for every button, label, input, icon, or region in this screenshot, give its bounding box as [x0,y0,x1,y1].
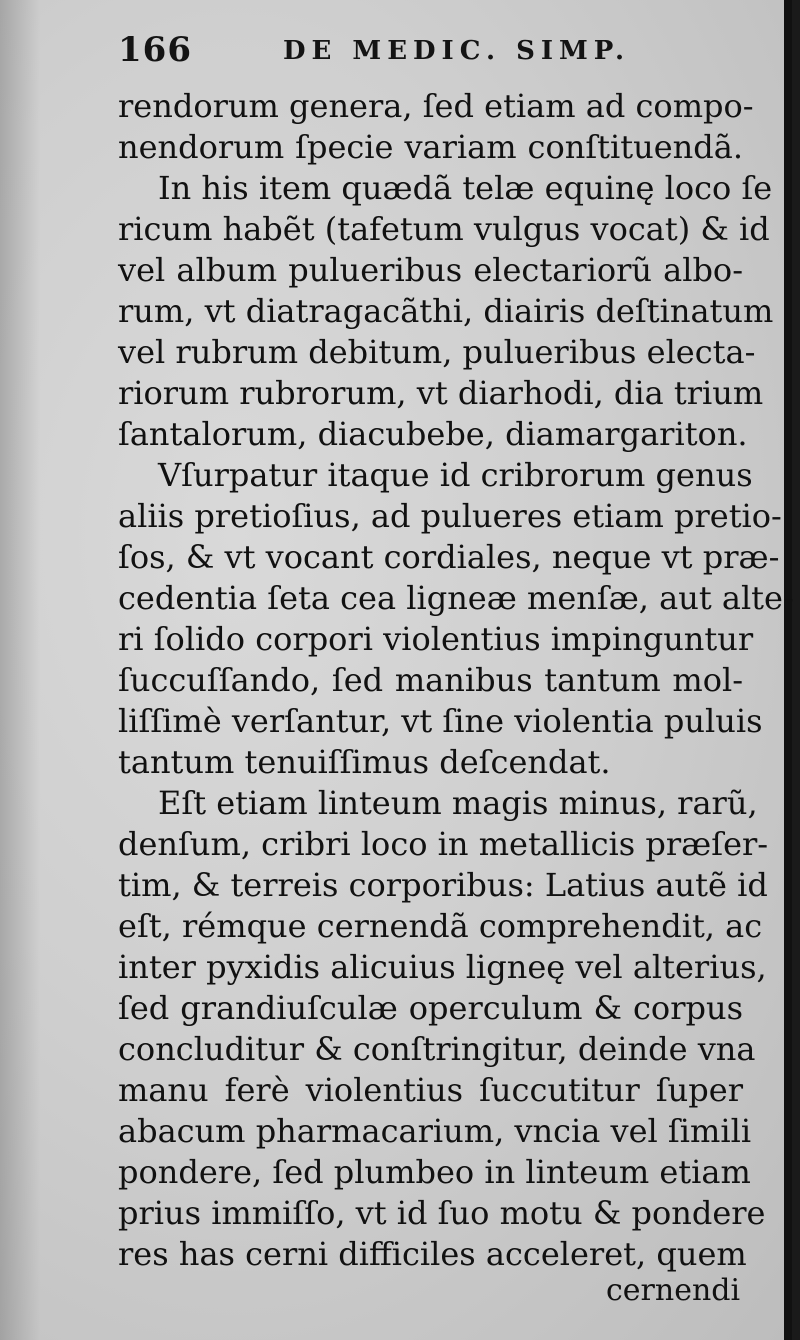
text-line: In his item quædã telæ equinę loco ſe [158,169,773,207]
text-line: pondere, ſed plumbeo in linteum etiam [118,1153,751,1191]
text-line: ſantalorum, diacubebe, diamargariton. [118,415,748,453]
text-line: Eſt etiam linteum magis minus, rarũ, [158,784,758,822]
text-line: denſum, cribri loco in metallicis præſer- [118,825,769,863]
page-header [118,30,678,80]
text-line: vel rubrum debitum, pulueribus electa- [118,333,756,371]
text-line: eſt, rémque cernendã comprehendit, ac [118,907,763,945]
text-line: inter pyxidis alicuius ligneę vel alterius, [118,948,767,986]
text-line: rum, vt diatragacãthi, diairis deſtinatum [118,292,774,330]
catchword: cernendi [606,1273,741,1308]
text-line: tim, & terreis corporibus: Latius autẽ id [118,866,768,904]
page-number: 166 [118,30,192,70]
text-line: res has cerni difficiles acceleret, quem [118,1235,747,1273]
text-line: ſos, & vt vocant cordiales, neque vt præ- [118,538,780,576]
spine-shadow [0,0,40,1340]
text-line: manu ferè violentius ſuccutitur ſuper [118,1071,743,1109]
text-line: vel album pulueribus electariorũ albo- [118,251,743,289]
text-line: ri ſolido corpori violentius impinguntur [118,620,754,658]
text-line: abacum pharmacarium, vncia vel ſimili [118,1112,752,1150]
text-line: liſſimè verſantur, vt ſine violentia puluis [118,702,763,740]
text-line: riorum rubrorum, vt diarhodi, dia trium [118,374,764,412]
text-line: ſed grandiuſculæ operculum & corpus [118,989,743,1027]
text-line: aliis pretioſius, ad pulueres etiam pretio- [118,497,782,535]
text-line: concluditur & conſtringitur, deinde vna [118,1030,756,1068]
text-line: rendorum genera, ſed etiam ad compo- [118,87,754,125]
text-line: cedentia ſeta cea ligneæ menſæ, aut alte- [118,579,794,617]
text-line: nendorum ſpecie variam conſtituendã. [118,128,743,166]
body-text [118,86,794,1275]
text-line: prius immiſſo, vt id ſuo motu & pondere [118,1194,766,1232]
running-head: DE MEDIC. SIMP. [283,36,631,66]
text-line: ſuccuſſando, ſed manibus tantum mol- [118,661,743,699]
text-line: Vſurpatur itaque id cribrorum genus [158,456,753,494]
text-line: ricum habẽt (tafetum vulgus vocat) & id [118,210,770,248]
text-line: tantum tenuiſſimus deſcendat. [118,743,611,781]
